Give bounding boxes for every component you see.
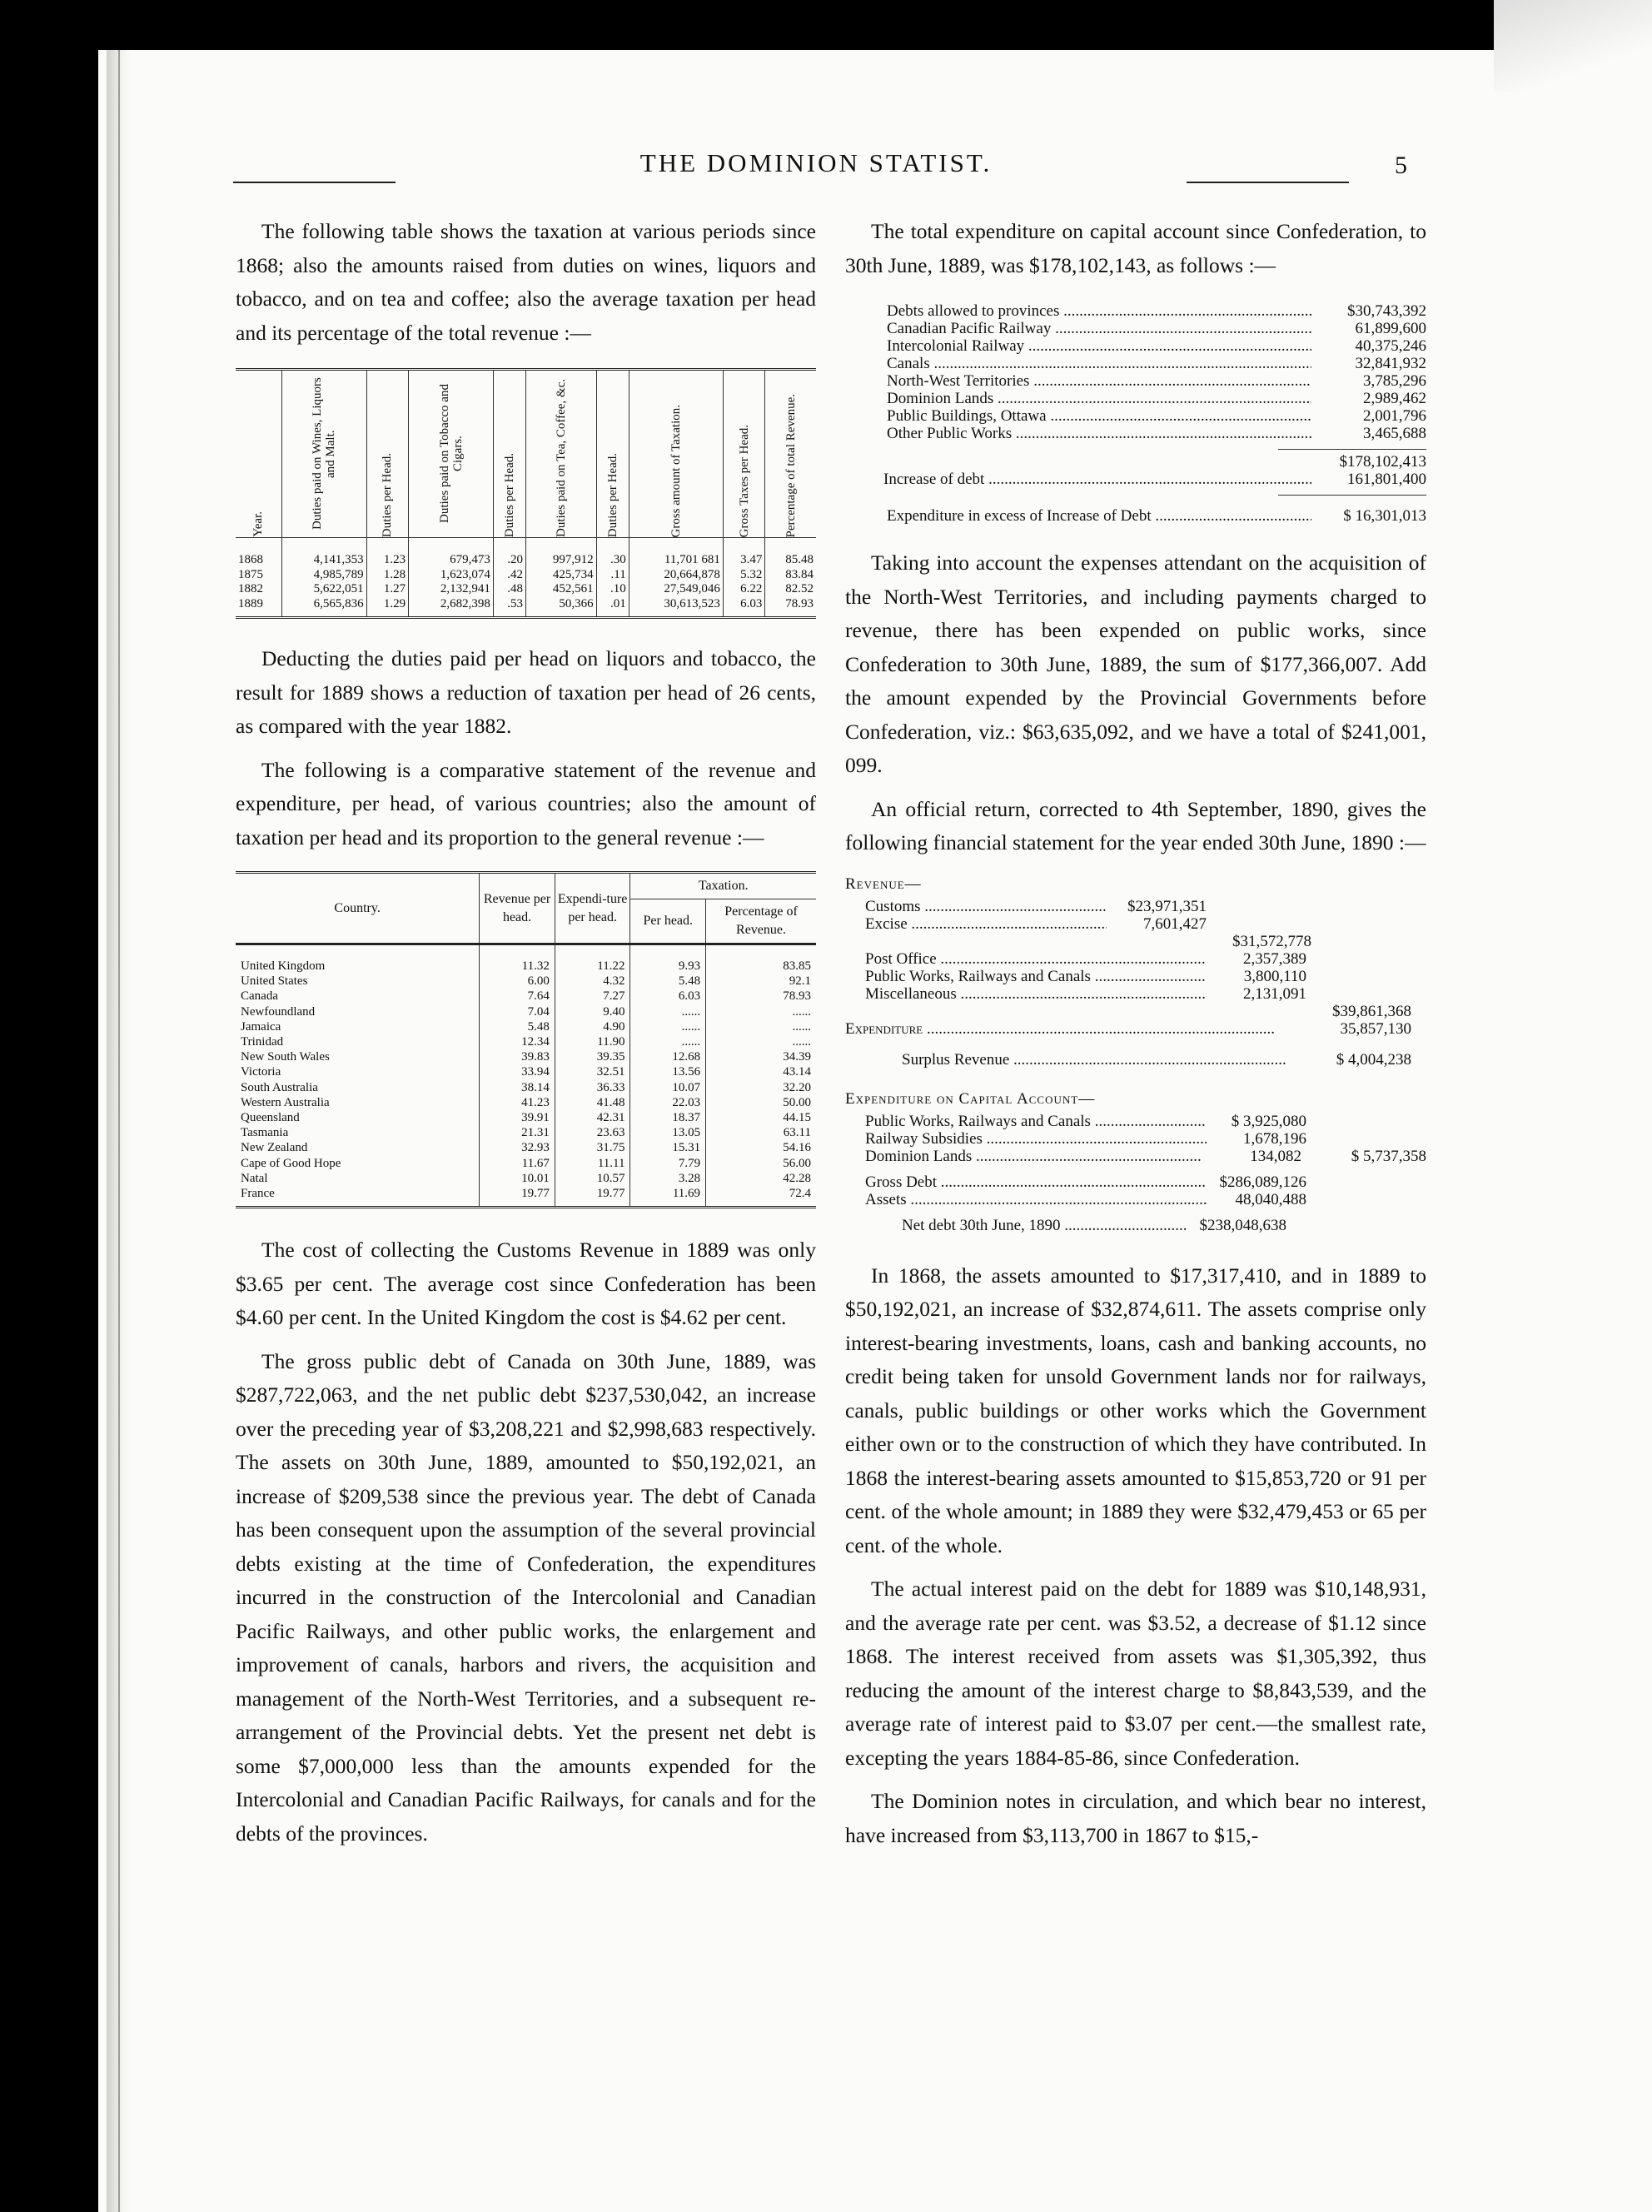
ledger-label: Public Buildings, Ottawa ..... xyxy=(845,407,1311,425)
fin-amount: 48,040,488 xyxy=(1235,1190,1306,1208)
taxation-table-header xyxy=(236,370,816,538)
right-paragraph-1: The total expenditure on capital account since Confederation, to 30th June, 1889, was $178,102,143, as follows :— xyxy=(845,219,1426,277)
revenue-heading: Revenue— xyxy=(845,874,922,893)
ledger-row xyxy=(845,337,1426,355)
ledger-row xyxy=(845,302,1426,320)
cell: 50.00 xyxy=(783,1095,811,1109)
fin-label: Customs ..... xyxy=(845,898,1107,915)
right-paragraph-5: The actual interest paid on the debt for 1889 was $10,148,931, and the average rate per cent. was $3.52, a decrease of $1.12 since 1868. The interest received from assets was $1,305,392, thus reducing the amount of the interest charge to $8,843,539, and the average rate of interest paid to $3.07 per cent.—the smallest rate, excepting the years 1884-85-86, since Confederation. xyxy=(845,1577,1426,1770)
th-tobacco-per-head: Duties per Head. xyxy=(502,452,516,537)
cell: 38.14 xyxy=(480,1080,555,1095)
ledger-label: Canadian Pacific Railway ..... xyxy=(845,320,1311,337)
cell: .20 xyxy=(493,538,525,568)
cell: 11.90 xyxy=(555,1034,630,1049)
cell: ...... xyxy=(792,1035,811,1049)
cell: 21.31 xyxy=(480,1125,555,1140)
cell: 27,549,046 xyxy=(629,582,723,597)
th-expenditure: Expendi-ture per head. xyxy=(555,873,630,944)
fin-amount: 2,131,091 xyxy=(1243,984,1306,1003)
country-name: New Zealand xyxy=(236,1140,480,1155)
fin-amount: 7,601,427 xyxy=(1143,914,1207,933)
ledger-label: North-West Territories ..... xyxy=(845,372,1311,390)
cell: 82.52 xyxy=(785,582,814,595)
th-country: Country. xyxy=(236,873,480,944)
cell: 1.23 xyxy=(366,538,408,568)
th-gross-per-head: Gross Taxes per Head. xyxy=(737,424,751,537)
fin-label: Net debt 30th June, 1890 ..... xyxy=(845,1217,1187,1234)
cell: 50,366 xyxy=(525,597,596,618)
country-name: Victoria xyxy=(236,1064,480,1079)
th-gross-taxation: Gross amount of Taxation. xyxy=(669,404,683,537)
country-name: Jamaica xyxy=(236,1019,480,1034)
page-title: THE DOMINION STATIST. xyxy=(639,148,993,177)
table-row xyxy=(236,582,816,597)
cell: 22.03 xyxy=(630,1095,706,1110)
ledger-row xyxy=(845,425,1426,442)
ledger-amount: 3,465,688 xyxy=(1363,425,1426,442)
header-rule-left xyxy=(233,182,396,183)
th-tea: Duties paid on Tea, Coffee, &c. xyxy=(554,378,568,537)
ledger-amount: 40,375,246 xyxy=(1355,337,1426,355)
cell: 425,734 xyxy=(525,568,596,583)
left-paragraph-3: The following is a comparative statement of the revenue and expenditure, per head, of various countries; also the amount of taxation per head and its proportion to the general revenue :— xyxy=(236,757,816,849)
fin-amount: $238,048,638 xyxy=(1199,1216,1286,1234)
cell: 30,613,523 xyxy=(629,597,723,618)
cell: 1868 xyxy=(236,538,281,568)
ledger-row xyxy=(845,320,1426,337)
fin-label: Surplus Revenue ..... xyxy=(845,1051,1286,1069)
cell: 34.39 xyxy=(783,1050,811,1064)
capital-expenditure-ledger xyxy=(845,302,1426,525)
fin-amount: $ 3,925,080 xyxy=(1231,1112,1306,1130)
table-row xyxy=(236,1064,816,1079)
left-column xyxy=(236,215,816,1851)
ledger-row xyxy=(845,355,1426,372)
cell: 1889 xyxy=(236,597,281,618)
cell: 72.4 xyxy=(789,1187,811,1201)
table-row xyxy=(236,1186,816,1208)
country-name: United Kingdom xyxy=(236,944,480,974)
ledger-row xyxy=(845,372,1426,390)
table-row xyxy=(236,597,816,618)
cell: 13.56 xyxy=(630,1064,706,1079)
cell: 42.28 xyxy=(783,1171,811,1185)
country-name: France xyxy=(236,1186,480,1208)
cell: 6,565,836 xyxy=(281,597,366,618)
cell: 41.48 xyxy=(555,1095,630,1110)
ledger-increase-value: 161,801,400 xyxy=(1347,471,1426,488)
cell: 39.91 xyxy=(480,1110,555,1125)
cell: .10 xyxy=(596,582,629,597)
country-name: Tasmania xyxy=(236,1125,480,1140)
cell: 44.15 xyxy=(783,1111,811,1125)
cell: 679,473 xyxy=(409,538,494,568)
cell: 11.11 xyxy=(555,1156,630,1171)
ledger-label: Debts allowed to provinces ..... xyxy=(845,302,1311,320)
cell: 6.00 xyxy=(480,974,555,989)
country-name: United States xyxy=(236,974,480,989)
cell: 5.48 xyxy=(480,1019,555,1034)
cell: 4.32 xyxy=(555,974,630,989)
cell: 1.28 xyxy=(366,568,408,583)
table-row xyxy=(236,974,816,989)
ledger-amount: 2,001,796 xyxy=(1363,407,1426,425)
cell: 42.31 xyxy=(555,1110,630,1125)
fin-label: Assets ..... xyxy=(845,1191,1207,1208)
cell: 19.77 xyxy=(555,1186,630,1208)
fin-amount: 1,678,196 xyxy=(1243,1129,1306,1148)
cell: 7.64 xyxy=(480,989,555,1004)
cell: 2,132,941 xyxy=(409,582,494,597)
cell: ...... xyxy=(792,1004,811,1019)
cell: 2,682,398 xyxy=(409,597,494,618)
cell: 15.31 xyxy=(630,1140,706,1155)
fin-amount: 2,357,389 xyxy=(1243,949,1306,968)
cell: 63.11 xyxy=(783,1126,811,1140)
cell: 9.93 xyxy=(630,944,706,974)
ledger-amount: 61,899,600 xyxy=(1355,320,1426,337)
country-name: New South Wales xyxy=(236,1049,480,1064)
country-name: Western Australia xyxy=(236,1095,480,1110)
cell: 7.79 xyxy=(630,1156,706,1171)
cell: 10.07 xyxy=(630,1080,706,1095)
table-row xyxy=(236,1095,816,1110)
cell: 43.14 xyxy=(783,1065,811,1079)
ledger-excess-label: Expenditure in excess of Increase of Debt ..... xyxy=(845,507,1311,525)
cell: 5.48 xyxy=(630,974,706,989)
cell: 83.84 xyxy=(785,567,814,581)
country-name: Canada xyxy=(236,989,480,1004)
page-corner-shadow xyxy=(1494,0,1652,92)
cell: ...... xyxy=(630,1004,706,1019)
fin-amount: $ 5,737,358 xyxy=(1351,1147,1426,1165)
countries-table-header xyxy=(236,873,816,899)
cell: 36.33 xyxy=(555,1080,630,1095)
th-year: Year. xyxy=(251,511,266,537)
cell: 3.47 xyxy=(723,538,764,568)
table-row xyxy=(236,1171,816,1186)
table-row xyxy=(236,1110,816,1125)
table-row xyxy=(236,1049,816,1064)
left-paragraph-2: Deducting the duties paid per head on liquors and tobacco, the result for 1889 shows a reduction of taxation per head of 26 cents, as compared with the year 1882. xyxy=(236,646,816,738)
cell: 9.40 xyxy=(555,1004,630,1019)
ledger-amount: $30,743,392 xyxy=(1347,302,1426,320)
left-paragraph-1: The following table shows the taxation at various periods since 1868; also the amounts raised from duties on wines, liquors and tobacco, and on tea and coffee; also the average taxation per head and its percentage of the total revenue :— xyxy=(236,219,816,345)
left-paragraph-4: The cost of collecting the Customs Revenue in 1889 was only $3.65 per cent. The average cost since Confederation has been $4.60 per cent. In the United Kingdom the cost is $4.62 per cent. xyxy=(236,1238,816,1330)
fin-label: Excise ..... xyxy=(845,915,1107,933)
table-row xyxy=(236,1080,816,1095)
fin-label: Public Works, Railways and Canals ..... xyxy=(845,968,1207,985)
capital-heading: Expenditure on Capital Account— xyxy=(845,1089,1096,1108)
cell: 92.1 xyxy=(789,974,811,989)
th-taxation: Taxation. xyxy=(630,873,816,899)
cell: 4,985,789 xyxy=(281,568,366,583)
cell: 31.75 xyxy=(555,1140,630,1155)
ledger-items xyxy=(845,302,1426,442)
fin-label: Post Office ..... xyxy=(845,950,1207,968)
cell: 1875 xyxy=(236,568,281,583)
ledger-label: Dominion Lands ..... xyxy=(845,390,1311,407)
table-row xyxy=(236,1140,816,1155)
cell: 10.01 xyxy=(480,1171,555,1186)
cell: 12.68 xyxy=(630,1049,706,1064)
cell: .30 xyxy=(596,538,629,568)
ledger-excess-value: $ 16,301,013 xyxy=(1343,507,1426,525)
ledger-excess-row xyxy=(845,507,1426,525)
cell: 1,623,074 xyxy=(409,568,494,583)
left-paragraph-5: The gross public debt of Canada on 30th June, 1889, was $287,722,063, and the net public debt $237,530,042, an increase over the preceding year of $3,208,221 and $2,998,683 respectively. The assets on 30th June, 1889, amounted to $50,192,021, an increase of $209,538 since the previous year. The debt of Canada has been consequent upon the assumption of the several provincial debts existing at the time of Confederation, the expenditures incurred in the construction of the Intercolonial and Canadian Pacific Railways, and other public works, the enlargement and improvement of canals, harbors and rivers, the acquisition and management of the North-West Territories, and a subsequent re-arrangement of the Provincial debts. Yet the present net debt is some $7,000,000 less than the amounts expended for the Intercolonial and Canadian Pacific Railways, for canals and for the debts of the provinces. xyxy=(236,1348,816,1846)
cell: 23.63 xyxy=(555,1125,630,1140)
taxation-table xyxy=(236,368,816,619)
cell: 997,912 xyxy=(525,538,596,568)
financial-statement xyxy=(845,875,1426,1234)
cell: 32.20 xyxy=(783,1080,811,1094)
right-column xyxy=(845,215,1426,1852)
fin-amount: 3,800,110 xyxy=(1243,967,1306,985)
ledger-label: Intercolonial Railway ..... xyxy=(845,337,1311,355)
country-name: Newfoundland xyxy=(236,1004,480,1019)
ledger-amount: 3,785,296 xyxy=(1363,372,1426,390)
th-per-head: Per head. xyxy=(630,899,706,944)
th-revenue: Revenue per head. xyxy=(480,873,555,944)
cell: 11.32 xyxy=(480,944,555,974)
ledger-amount: 32,841,932 xyxy=(1355,355,1426,372)
cell: .11 xyxy=(596,568,629,583)
ledger-amount: 2,989,462 xyxy=(1363,390,1426,407)
fin-label: Dominion Lands ..... xyxy=(845,1148,1202,1165)
country-name: Natal xyxy=(236,1171,480,1186)
cell: 6.03 xyxy=(723,597,764,618)
cell: 3.28 xyxy=(630,1171,706,1186)
cell: ...... xyxy=(630,1034,706,1049)
fin-label: Public Works, Railways and Canals ..... xyxy=(845,1113,1207,1130)
cell: 7.04 xyxy=(480,1004,555,1019)
cell: 54.16 xyxy=(783,1141,811,1155)
cell: 4,141,353 xyxy=(281,538,366,568)
table-row xyxy=(236,1034,816,1049)
cell: 11,701 681 xyxy=(629,538,723,568)
cell: 78.93 xyxy=(785,596,814,610)
fin-amount: $23,971,351 xyxy=(1127,897,1207,915)
table-row xyxy=(236,1019,816,1034)
ledger-label: Canals ..... xyxy=(845,355,1311,372)
running-header xyxy=(233,148,1407,190)
fin-amount: 134,082 xyxy=(1250,1147,1301,1165)
right-paragraph-6: The Dominion notes in circulation, and which bear no interest, have increased from $3,113,700 in 1867 to $15,- xyxy=(845,1789,1426,1847)
cell: 32.93 xyxy=(480,1140,555,1155)
page-number: 5 xyxy=(1395,152,1407,179)
right-paragraph-4: In 1868, the assets amounted to $17,317,410, and in 1889 to $50,192,021, an increase of $32,874,611. The assets comprise only interest-bearing investments, loans, cash and banking accounts, no credit being taken for unsold Government lands nor for railways, canals, public buildings or other works which the Government either own or to the construction of which they have contributed. In 1868 the interest-bearing assets amounted to $15,853,720 or 91 per cent. of the whole amount; in 1889 they were $32,479,453 or 65 per cent. of the whole. xyxy=(845,1263,1426,1557)
th-tobacco: Duties paid on Tobacco and Cigars. xyxy=(437,384,465,524)
cell: 78.93 xyxy=(783,989,811,1004)
header-rule-right xyxy=(1187,182,1349,183)
ledger-row xyxy=(845,390,1426,407)
fin-label: Miscellaneous ..... xyxy=(845,985,1207,1003)
cell: ...... xyxy=(792,1019,811,1034)
ledger-total: $178,102,413 xyxy=(1339,453,1426,471)
ledger-label: Other Public Works ..... xyxy=(845,425,1311,442)
th-wines-per-head: Duties per Head. xyxy=(381,452,395,537)
cell: 1.29 xyxy=(366,597,408,618)
cell: .48 xyxy=(493,582,525,597)
cell: 85.48 xyxy=(785,553,814,566)
cell: 6.22 xyxy=(723,582,764,597)
table-row xyxy=(236,989,816,1004)
countries-table xyxy=(236,871,816,1208)
table-row xyxy=(236,538,816,568)
cell: 10.57 xyxy=(555,1171,630,1186)
cell: .01 xyxy=(596,597,629,618)
th-tea-per-head: Duties per Head. xyxy=(605,452,620,537)
countries-table-body xyxy=(236,944,816,1208)
table-row xyxy=(236,1156,816,1171)
cell: 32.51 xyxy=(555,1064,630,1079)
table-row xyxy=(236,944,816,974)
binding-line xyxy=(118,50,120,2212)
cell: 83.85 xyxy=(706,944,816,974)
cell: 11.69 xyxy=(630,1186,706,1208)
cell: 1.27 xyxy=(366,582,408,597)
cell: ...... xyxy=(630,1019,706,1034)
cell: 5,622,051 xyxy=(281,582,366,597)
cell: 4.90 xyxy=(555,1019,630,1034)
cell: 41.23 xyxy=(480,1095,555,1110)
table-row xyxy=(236,568,816,583)
fin-amount: $ 4,004,238 xyxy=(1336,1050,1411,1069)
right-paragraph-3: An official return, corrected to 4th September, 1890, gives the following financial statement for the year ended 30th June, 1890 :— xyxy=(845,796,1426,854)
th-percentage: Percentage of total Revenue. xyxy=(784,393,798,537)
country-name: Queensland xyxy=(236,1110,480,1125)
fin-amount: $31,572,778 xyxy=(1232,932,1311,950)
table-row xyxy=(236,1004,816,1019)
ledger-increase-label: Increase of debt ..... xyxy=(845,471,1311,488)
cell: 6.03 xyxy=(630,989,706,1004)
fin-label: Railway Subsidies ..... xyxy=(845,1130,1207,1148)
cell: .42 xyxy=(493,568,525,583)
cell: 19.77 xyxy=(480,1186,555,1208)
cell: 452,561 xyxy=(525,582,596,597)
cell: 11.67 xyxy=(480,1156,555,1171)
cell: 11.22 xyxy=(555,944,630,974)
cell: .53 xyxy=(493,597,525,618)
table-row xyxy=(236,1125,816,1140)
cell: 1882 xyxy=(236,582,281,597)
cell: 7.27 xyxy=(555,989,630,1004)
ledger-total-row xyxy=(845,450,1426,471)
cell: 12.34 xyxy=(480,1034,555,1049)
ledger-row xyxy=(845,407,1426,425)
ledger-increase-row xyxy=(845,471,1426,488)
cell: 39.35 xyxy=(555,1049,630,1064)
cell: 13.05 xyxy=(630,1125,706,1140)
country-name: Trinidad xyxy=(236,1034,480,1049)
cell: 33.94 xyxy=(480,1064,555,1079)
right-paragraph-2: Taking into account the expenses attendant on the acquisition of the North-West Territories, and including payments charged to revenue, there has been expended on public works, since Confederation to 30th June, 1889, the sum of $177,366,007. Add the amount expended by the Provincial Governments before Confederation, viz.: $63,635,092, and we have a total of $241,001, 099. xyxy=(845,551,1426,777)
fin-label: Gross Debt ..... xyxy=(845,1173,1207,1191)
country-name: South Australia xyxy=(236,1080,480,1095)
cell: 56.00 xyxy=(783,1156,811,1170)
th-wines: Duties paid on Wines, Liquors and Malt. xyxy=(311,377,338,531)
th-percentage-revenue: Percentage of Revenue. xyxy=(706,899,816,944)
cell: 5.32 xyxy=(723,568,764,583)
fin-label: Expenditure ..... xyxy=(845,1020,1286,1038)
fin-amount: $286,089,126 xyxy=(1219,1173,1306,1191)
fin-amount: 35,857,130 xyxy=(1340,1019,1411,1038)
country-name: Cape of Good Hope xyxy=(236,1156,480,1171)
cell: 39.83 xyxy=(480,1049,555,1064)
fin-amount: $39,861,368 xyxy=(1332,1002,1411,1020)
cell: 20,664,878 xyxy=(629,568,723,583)
cell: 18.37 xyxy=(630,1110,706,1125)
